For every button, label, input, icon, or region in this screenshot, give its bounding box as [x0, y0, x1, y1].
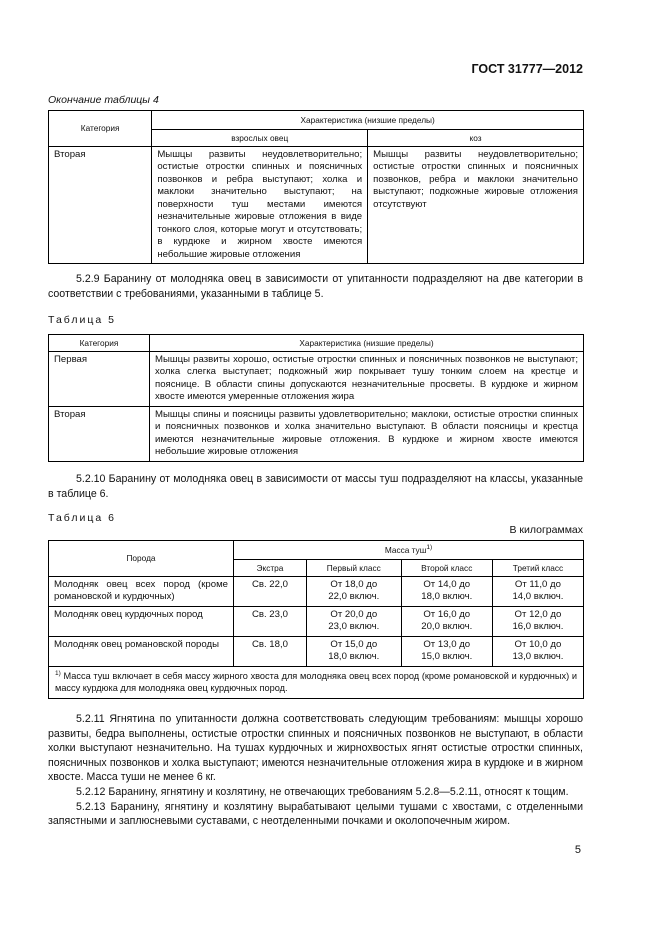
table-row: [49, 636, 584, 666]
table5-row-category: Вторая: [49, 406, 150, 461]
table4-subheader-goat: коз: [368, 130, 584, 147]
second-cell: От 16,0 до 20,0 включ.: [401, 606, 492, 636]
first-cell: От 18,0 до 22,0 включ.: [306, 577, 401, 607]
table5-caption: Таблица 5: [48, 314, 116, 326]
table6-header-mass: [234, 541, 584, 560]
paragraph-5-2-13: 5.2.13 Баранину, ягнятину и козлятину вырабатывают целыми тушами с хвостами, с отделенными запястными и заплюсневыми суставами, с неотделенными почками и околопочечным жиром.: [48, 800, 583, 828]
table4-header-category: Категория: [49, 111, 152, 147]
extra-cell: Св. 23,0: [234, 606, 307, 636]
third-cell: От 11,0 до 14,0 включ.: [492, 577, 583, 607]
table6-footnote: [49, 666, 584, 698]
table5-header-characteristic: Характеристика (низшие пределы): [150, 335, 584, 352]
table4-row-sheep: Мышцы развиты неудовлетворительно; остистые отростки спинных и поясничных позвонков и ребра выступают; холка и маклоки значительно выступают; на поверхности туш местами имеются незначительные жировые отложения в виде тонкого слоя, которые могут и отсутствовать; в курдюке и жирном хвосте имеются небольшие жировые отложения: [152, 147, 368, 264]
third-cell: От 12,0 до 16,0 включ.: [492, 606, 583, 636]
table6-class-third: Третий класс: [492, 560, 583, 577]
table4-header-characteristic: Характеристика (низшие пределы): [152, 111, 584, 130]
table6-caption: Таблица 6: [48, 512, 116, 524]
extra-cell: Св. 22,0: [234, 577, 307, 607]
table4-row-goat: Мышцы развиты неудовлетворительно; остистые отростки спинных и поясничных позвонков, ребра и маклоки значительно выступают; подкожные жировые отложения отсутствуют: [368, 147, 584, 264]
table6-class-extra: Экстра: [234, 560, 307, 577]
footnote-mark: 1): [55, 669, 61, 677]
breed-cell: Молодняк овец романовской породы: [49, 636, 234, 666]
paragraphs-5-2-11-to-13: [48, 712, 583, 829]
table6-class-first: Первый класс: [306, 560, 401, 577]
table-row: [49, 577, 584, 607]
paragraph-5-2-12: 5.2.12 Баранину, ягнятину и козлятину, не отвечающих требованиям 5.2.8—5.2.11, относят к тощим.: [76, 785, 569, 798]
page-number: 5: [574, 844, 581, 856]
paragraph-5-2-11: 5.2.11 Ягнятина по упитанности должна соответствовать следующим требованиям: мышцы хорошо развиты, бедра выполнены, остистые отростки спинных и поясничных позвонков не выступают, в области холки выступают незначительно. На тушах курдючных и жирнохвостых ягнят остистые отростки спинных, поясничных позвонков и холка выступают; имеются незначительные отложения жира в курдюке и в жирном хвосте. Масса туши не менее 6 кг.: [48, 713, 583, 784]
first-cell: От 20,0 до 23,0 включ.: [306, 606, 401, 636]
table-row: [49, 606, 584, 636]
table5-header-category: Категория: [49, 335, 150, 352]
paragraph-5-2-10: [48, 472, 583, 501]
footnote-ref: 1): [426, 544, 433, 552]
breed-cell: Молодняк овец всех пород (кроме романовской и курдючных): [49, 577, 234, 607]
second-cell: От 14,0 до 18,0 включ.: [401, 577, 492, 607]
table4-caption: Окончание таблицы 4: [48, 94, 159, 106]
table6-class-second: Второй класс: [401, 560, 492, 577]
table5-row-text: Мышцы развиты хорошо, остистые отростки спинных и поясничных позвонков не выступают; холка слегка выступает; подкожный жир покрывает тушу тонким слоем на крестце и пояснице. В области спины допускаются незначительные просветы. В курдюке и жирном хвосте имеются умеренные отложения жира: [150, 352, 584, 407]
table6-units: В килограммах: [509, 524, 583, 536]
table4: [48, 110, 584, 264]
table5-row-category: Первая: [49, 352, 150, 407]
third-cell: От 10,0 до 13,0 включ.: [492, 636, 583, 666]
paragraph-text: 5.2.9 Баранину от молодняка овец в зависимости от упитанности подразделяют на две категории в соответствии с требованиями, указанными в таблице 5.: [48, 273, 583, 300]
table4-row-category: Вторая: [49, 147, 152, 264]
first-cell: От 15,0 до 18,0 включ.: [306, 636, 401, 666]
footnote-text: Масса туш включает в себя массу жирного хвоста для молодняка овец всех пород (кроме романовской и курдючных) и массу курдюка для молодняка овец курдючных пород.: [55, 670, 577, 693]
table6-header-breed: Порода: [49, 541, 234, 577]
table4-subheader-sheep: взрослых овец: [152, 130, 368, 147]
table5: [48, 334, 584, 462]
extra-cell: Св. 18,0: [234, 636, 307, 666]
table6: [48, 540, 584, 699]
second-cell: От 13,0 до 15,0 включ.: [401, 636, 492, 666]
standard-number: ГОСТ 31777—2012: [471, 62, 583, 76]
mass-label: Масса туш: [384, 544, 427, 555]
breed-cell: Молодняк овец курдючных пород: [49, 606, 234, 636]
paragraph-text: 5.2.10 Баранину от молодняка овец в зависимости от массы туш подразделяют на классы, указанные в таблице 6.: [48, 473, 583, 500]
table5-row-text: Мышцы спины и поясницы развиты удовлетворительно; маклоки, остистые отростки спинных и поясничных позвонков и холка значительно выступают. В области поясницы и крестца имеются незначительные жировые отложения. В курдюке и жирном хвосте имеются небольшие жировые отложения: [150, 406, 584, 461]
paragraph-5-2-9: [48, 272, 583, 301]
